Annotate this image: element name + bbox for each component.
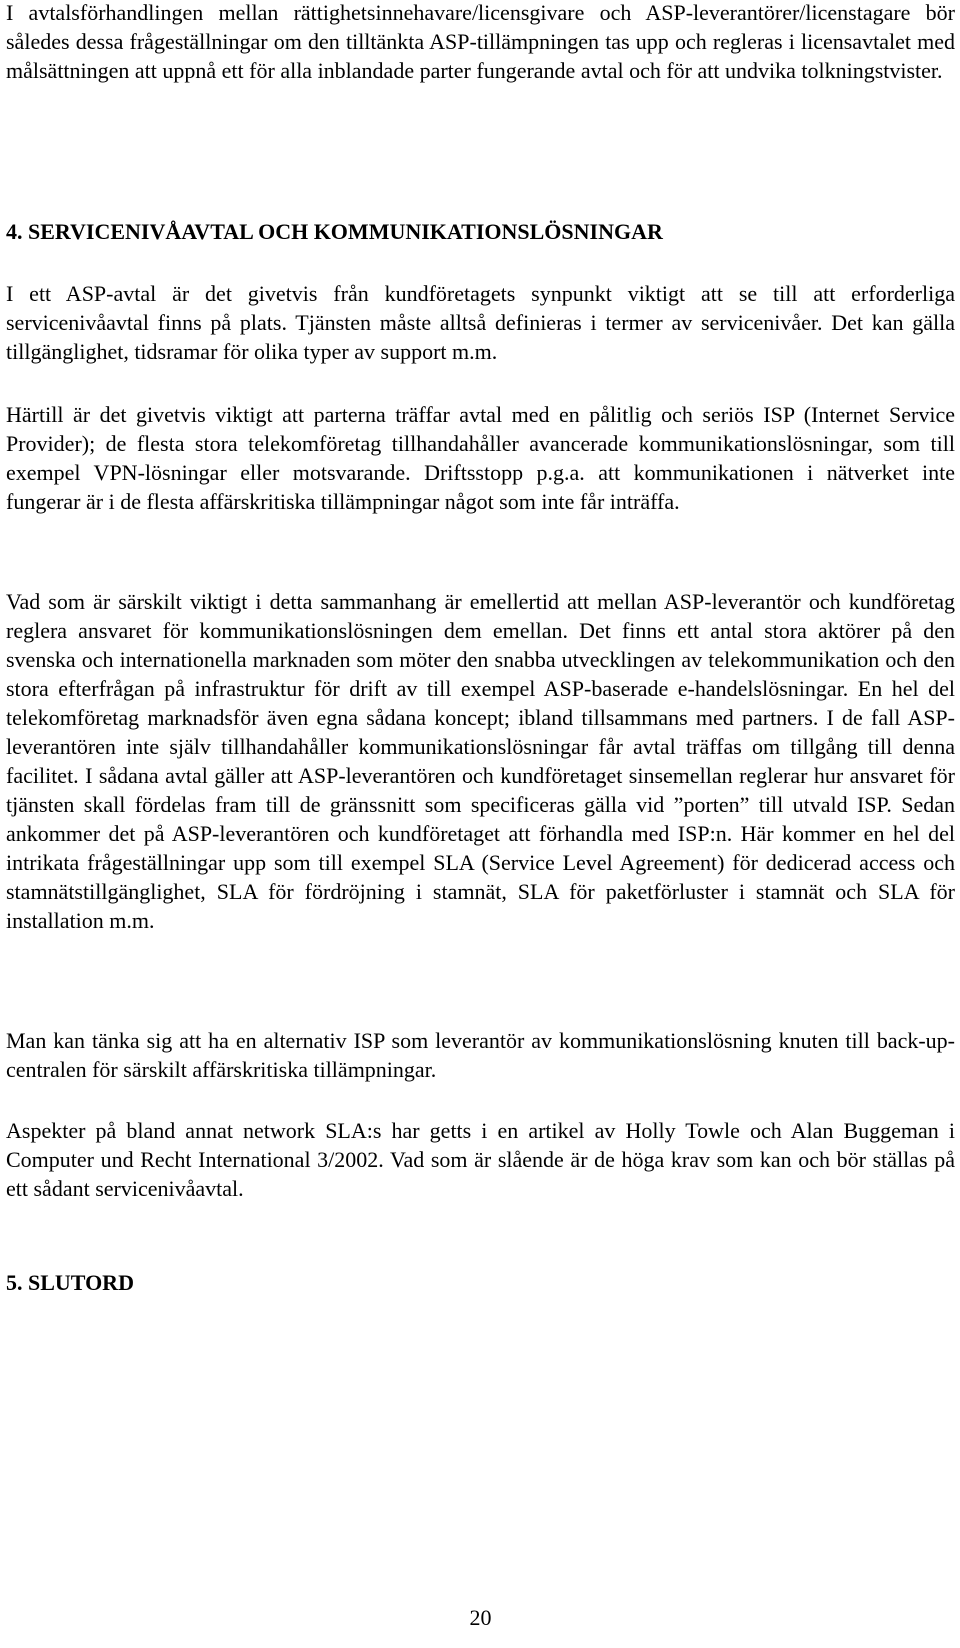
section-4-paragraph-2: Härtill är det givetvis viktigt att parterna träffar avtal med en pålitlig och seriös ISP (Internet Service Provider); de flesta stora telekomföretag tillhandahåller avancerade kommunikationslösningar, som till exempel VPN-lösningar eller motsvarande. Driftsstopp p.g.a. att kommunikationen i nätverket inte fungerar är i de flesta affärskritiska tillämpningar något som inte får inträffa.	[6, 402, 955, 514]
document-page	[6, 0, 955, 1648]
intro-paragraph: I avtalsförhandlingen mellan rättighetsinnehavare/licensgivare och ASP-leverantörer/licenstagare bör således dessa frågeställningar om den tilltänkta ASP-tillämpningen tas upp och regleras i licensavtalet med målsättningen att uppnå ett för alla inblandade parter fungerande avtal och för att undvika tolkningstvister.	[6, 0, 955, 83]
section-4-paragraph-4: Man kan tänka sig att ha en alternativ ISP som leverantör av kommunikationslösning knuten till back-up-centralen för särskilt affärskritiska tillämpningar.	[6, 1028, 955, 1082]
section-4-paragraph-3: Vad som är särskilt viktigt i detta sammanhang är emellertid att mellan ASP-leverantör och kundföretag reglera ansvaret för kommunikationslösningen dem emellan. Det finns ett antal stora aktörer på den svenska och internationella marknaden som möter den snabba utvecklingen av telekommunikation och den stora efterfrågan på infrastruktur för drift av till exempel ASP-baserade e-handelslösningar. En hel del telekomföretag marknadsför även egna sådana koncept; ibland tillsammans med partners. I de fall ASP-leverantören inte själv tillhandahåller kommunikationslösningar får avtal träffas om tillgång till denna facilitet. I sådana avtal gäller att ASP-leverantören och kundföretaget sinsemellan reglerar hur ansvaret för tjänsten skall fördelas fram till de gränssnitt som specificeras gälla vid ”porten” till utvald ISP. Sedan ankommer det på ASP-leverantören och kundföretaget att förhandla med ISP:n. Här kommer en hel del intrikata frågeställningar upp som till exempel SLA (Service Level Agreement) för dedicerad access och stamnätstillgänglighet, SLA för fördröjning i stamnät, SLA för paketförluster i stamnät och SLA för installation m.m.	[6, 589, 955, 933]
section-4-paragraph-1: I ett ASP-avtal är det givetvis från kundföretagets synpunkt viktigt att se till att erforderliga servicenivåavtal finns på plats. Tjänsten måste alltså definieras i termer av servicenivåer. Det kan gälla tillgänglighet, tidsramar för olika typer av support m.m.	[6, 281, 955, 364]
section-4-heading: 4. SERVICENIVÅAVTAL OCH KOMMUNIKATIONSLÖSNINGAR	[6, 219, 663, 244]
section-5-heading: 5. SLUTORD	[6, 1270, 134, 1295]
page-number: 20	[469, 1605, 492, 1630]
section-4-paragraph-5: Aspekter på bland annat network SLA:s har getts i en artikel av Holly Towle och Alan Buggeman i Computer und Recht International 3/2002. Vad som är slående är de höga krav som kan och bör ställas på ett sådant servicenivåavtal.	[6, 1118, 955, 1201]
